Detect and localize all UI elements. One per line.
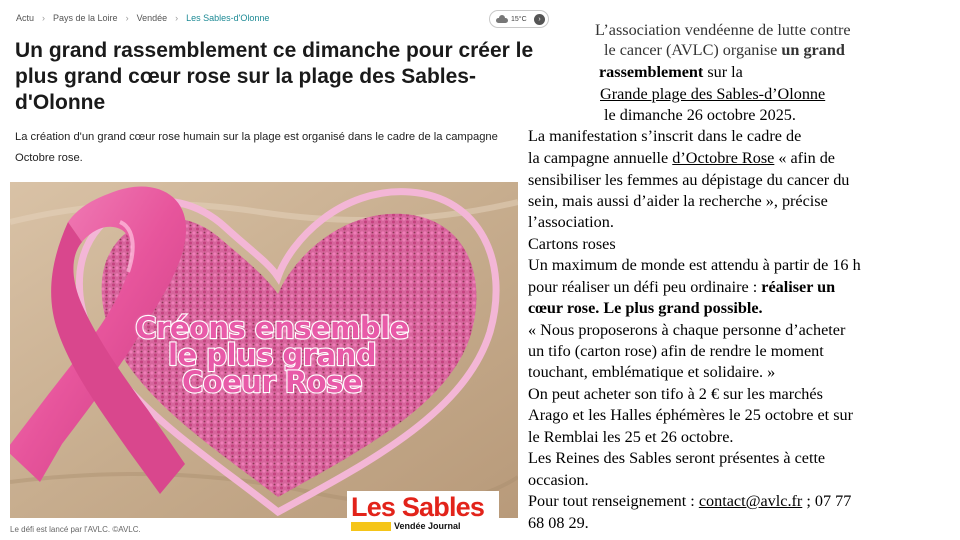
- photo-overlay-text: [122, 311, 422, 399]
- side-line: « Nous proposerons à chaque personne d’acheter: [528, 321, 846, 339]
- side-text-panel: [520, 0, 960, 540]
- side-line: L’association vendéenne de lutte contre: [595, 21, 851, 39]
- side-line: occasion.: [528, 471, 589, 489]
- side-line: Arago et les Halles éphémères le 25 octobre et sur: [528, 406, 853, 424]
- email-link[interactable]: contact@avlc.fr: [698, 492, 803, 510]
- side-line: La manifestation s’inscrit dans le cadre de: [528, 127, 802, 145]
- side-line: 68 08 29.: [528, 514, 589, 532]
- chevron-right-icon[interactable]: ›: [534, 14, 545, 25]
- side-line: [600, 84, 825, 104]
- octobre-rose-link[interactable]: d’Octobre Rose: [672, 149, 775, 167]
- side-line: Un maximum de monde est attendu à partir de 16 h: [528, 256, 861, 274]
- side-line: pour réaliser un défi peu ordinaire : réaliser un: [528, 278, 836, 296]
- side-line: Cartons roses: [528, 235, 616, 253]
- logo-subtitle: Vendée Journal: [394, 520, 461, 531]
- chevron-right-icon: ›: [125, 13, 129, 23]
- beach-link[interactable]: Grande plage des Sables-d’Olonne: [600, 85, 826, 103]
- side-line: le Remblai les 25 et 26 octobre.: [528, 428, 734, 446]
- logo-yellow-stripe: [351, 522, 391, 531]
- chevron-right-icon: ›: [175, 13, 179, 23]
- photo-caption: Le défi est lancé par l'AVLC. ©AVLC.: [10, 525, 141, 534]
- side-line: touchant, emblématique et solidaire. »: [528, 363, 776, 381]
- breadcrumb: [16, 13, 269, 23]
- side-line: la campagne annuelle d’Octobre Rose « afin de: [528, 149, 835, 167]
- side-line: Les Reines des Sables seront présentes à cette: [528, 449, 826, 467]
- side-line: sensibiliser les femmes au dépistage du cancer du: [528, 171, 850, 189]
- breadcrumb-item-les-sables[interactable]: Les Sables-d'Olonne: [186, 13, 270, 23]
- side-line: sein, mais aussi d’aider la recherche », précise: [528, 192, 828, 210]
- side-line: un tifo (carton rose) afin de rendre le moment: [528, 342, 824, 360]
- side-line: Pour tout renseignement : contact@avlc.fr ; 07 77: [528, 492, 852, 510]
- side-line: rassemblement sur la: [599, 63, 743, 81]
- chevron-right-icon: ›: [42, 13, 46, 23]
- weather-temperature: 15°C: [511, 15, 527, 23]
- side-line: On peut acheter son tifo à 2 € sur les marchés: [528, 385, 823, 403]
- breadcrumb-item-vendee[interactable]: Vendée: [136, 13, 168, 23]
- article-headline: Un grand rassemblement ce dimanche pour créer le plus grand cœur rose sur la plage des Sables-d'Olonne: [15, 39, 534, 114]
- overlay-line: Coeur Rose: [181, 365, 363, 399]
- logo-bar: [351, 521, 495, 531]
- breadcrumb-item-actu[interactable]: Actu: [16, 13, 35, 23]
- side-line: l’association.: [528, 213, 614, 231]
- side-line: le dimanche 26 octobre 2025.: [604, 106, 796, 124]
- logo-name: Les Sables: [351, 492, 485, 522]
- les-sables-logo: [347, 491, 499, 534]
- overlay-line: Créons ensemble: [135, 311, 409, 345]
- overlay-line: le plus grand: [168, 338, 376, 372]
- article-photo[interactable]: [10, 182, 518, 522]
- side-line: cœur rose. Le plus grand possible.: [528, 299, 763, 317]
- side-line: le cancer (AVLC) organise un grand: [604, 41, 845, 59]
- article-lead: La création d'un grand cœur rose humain sur la plage est organisé dans le cadre de la campagne Octobre rose.: [15, 131, 498, 164]
- breadcrumb-item-pays-de-la-loire[interactable]: Pays de la Loire: [53, 13, 118, 23]
- cloud-icon: [496, 15, 508, 23]
